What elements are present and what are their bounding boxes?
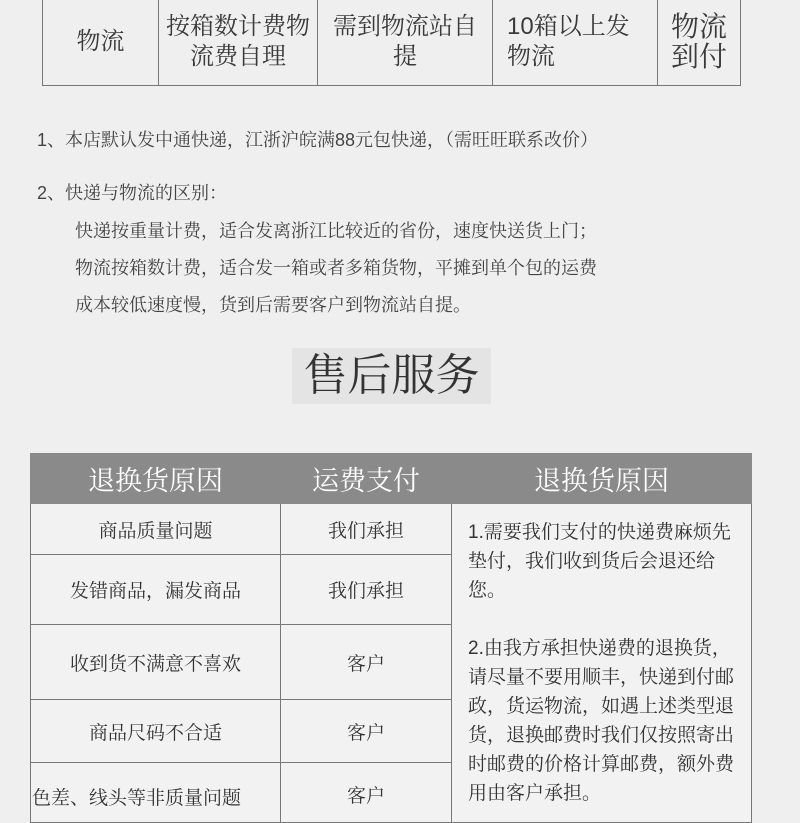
row-reason: 商品质量问题 bbox=[31, 504, 281, 555]
returns-description bbox=[452, 504, 752, 823]
cell-billing: 按箱数计费物流费自理 bbox=[159, 0, 318, 86]
header-reason-2: 退换货原因 bbox=[452, 454, 752, 504]
note-line: 快递按重量计费，适合发离浙江比较近的省份，速度快送货上门； bbox=[75, 221, 597, 241]
desc-2: 2.由我方承担快递费的退换货，请尽量不要用顺丰，快递到付邮政，货运物流，如遇上述类型退货，退换邮费时我们仅按照寄出时邮费的价格计算邮费，额外费用由客户承担。 bbox=[468, 638, 735, 804]
returns-table bbox=[30, 453, 752, 823]
cell-threshold: 10箱以上发物流 bbox=[493, 0, 658, 86]
row-payer: 客户 bbox=[281, 625, 452, 700]
row-reason: 收到货不满意不喜欢 bbox=[31, 625, 281, 700]
row-payer: 我们承担 bbox=[281, 555, 452, 625]
note-line: 物流按箱数计费，适合发一箱或者多箱货物，平摊到单个包的运费 bbox=[75, 258, 597, 278]
row-payer: 客户 bbox=[281, 763, 452, 823]
note-shipping-default: 1、本店默认发中通快递，江浙沪皖满88元包快递，（需旺旺联系改价） bbox=[37, 130, 599, 150]
cell-cod: 物流到付 bbox=[658, 0, 741, 86]
logistics-table bbox=[42, 0, 741, 86]
row-reason: 色差、线头等非质量问题 bbox=[31, 763, 281, 823]
header-reason: 退换货原因 bbox=[31, 454, 281, 504]
row-reason: 发错商品，漏发商品 bbox=[31, 555, 281, 625]
row-payer: 我们承担 bbox=[281, 504, 452, 555]
note-difference-heading: 2、快递与物流的区别： bbox=[37, 183, 228, 203]
cell-pickup: 需到物流站自提 bbox=[318, 0, 493, 86]
cell-logistics: 物流 bbox=[43, 0, 159, 86]
row-reason: 商品尺码不合适 bbox=[31, 700, 281, 763]
desc-1: 1.需要我们支付的快递费麻烦先垫付，我们收到货后会退还给您。 bbox=[468, 522, 731, 601]
row-payer: 客户 bbox=[281, 700, 452, 763]
section-title: 售后服务 bbox=[292, 348, 491, 404]
header-payer: 运费支付 bbox=[281, 454, 452, 504]
note-line: 成本较低速度慢，货到后需要客户到物流站自提。 bbox=[75, 295, 471, 315]
